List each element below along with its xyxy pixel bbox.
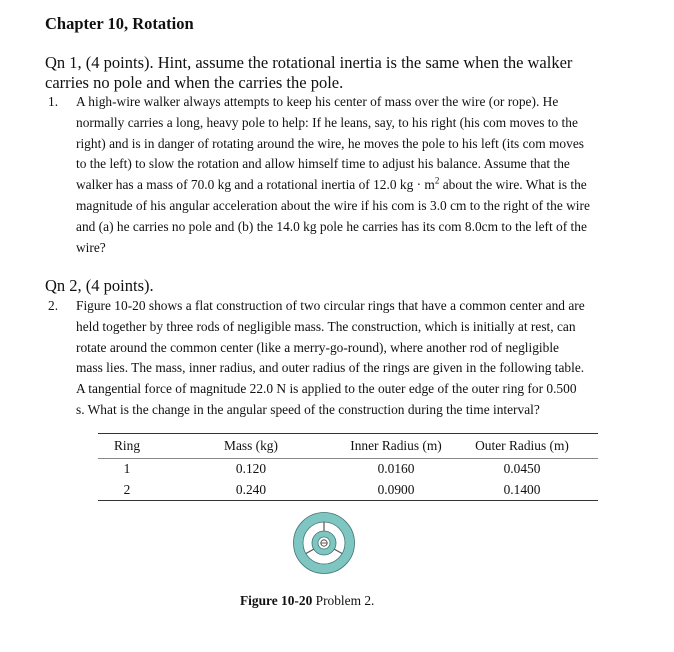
table-cell: 2: [123, 481, 131, 497]
question-1-line: to the left) to slow the rotation and allow himself time to adjust his balance. Assume that the: [76, 156, 570, 172]
superscript: 2: [434, 175, 440, 186]
question-1-line: [76, 175, 590, 196]
table-cell: 0.240: [235, 481, 267, 497]
chapter-title: Chapter 10, Rotation: [45, 14, 194, 33]
rings-table: [98, 433, 598, 501]
question-1-line: wire?: [76, 239, 106, 255]
table-cell: 0.0900: [377, 481, 415, 497]
question-1-heading-line: carries no pole and when the carries the pole.: [45, 73, 344, 92]
question-1-line: and (a) he carries no pole and (b) the 14.0 kg pole he carries has its com 8.0cm to the left of the: [76, 218, 587, 234]
question-2-line: A tangential force of magnitude 22.0 N is applied to the outer edge of the outer ring for 0.500: [76, 381, 577, 397]
table-cell: 0.120: [235, 461, 267, 477]
caption-label: Figure 10-20: [240, 593, 313, 608]
question-2-line: Figure 10-20 shows a flat construction of two circular rings that have a common center and are: [76, 298, 585, 313]
question-1-line: A high-wire walker always attempts to keep his center of mass over the wire (or rope). He: [76, 94, 559, 109]
question-2-line: rotate around the common center (like a merry-go-round), where another rod of negligible: [76, 339, 559, 355]
question-1-line: normally carries a long, heavy pole to help: If he leans, say, to his right (his com moves to the: [76, 114, 578, 130]
column-header: Mass (kg): [224, 438, 278, 453]
question-2-heading: Qn 2, (4 points).: [45, 276, 154, 295]
question-1-line: right) and is in danger of rotating around the wire, he moves the pole to his left (its com moves: [76, 135, 584, 151]
question-2-number: 2.: [48, 298, 59, 313]
table-cell: 0.0450: [503, 461, 541, 477]
ring-construction-figure: [292, 511, 356, 575]
table-row: [98, 480, 598, 501]
table-cell: 0.0160: [377, 461, 415, 477]
table-row: [98, 459, 598, 480]
question-1-heading-line: Qn 1, (4 points). Hint, assume the rotational inertia is the same when the walker: [45, 53, 573, 72]
table-header-row: [98, 434, 598, 459]
column-header: Inner Radius (m): [350, 438, 442, 453]
question-1-line-tail: about the wire. What is the: [439, 177, 587, 193]
question-2-line: s. What is the change in the angular speed of the construction during the time interval?: [76, 401, 540, 417]
question-1-heading: [45, 53, 655, 93]
question-1-line-text: walker has a mass of 70.0 kg and a rotational inertia of 12.0 kg · m: [76, 177, 435, 193]
question-1-line: magnitude of his angular acceleration about the wire if his com is 3.0 cm to the right of the wire: [76, 197, 590, 213]
question-2-line: mass lies. The mass, inner radius, and outer radius of the rings are given in the following table.: [76, 360, 585, 376]
column-header: Outer Radius (m): [475, 438, 569, 453]
column-header: Ring: [113, 438, 141, 453]
question-1-number: 1.: [48, 94, 59, 109]
caption-text: Problem 2.: [312, 593, 375, 608]
question-2-line: held together by three rods of negligible mass. The construction, which is initially at rest, can: [76, 318, 576, 334]
table-cell: 1: [123, 461, 131, 477]
table-cell: 0.1400: [503, 481, 541, 497]
figure-caption: [240, 593, 374, 609]
